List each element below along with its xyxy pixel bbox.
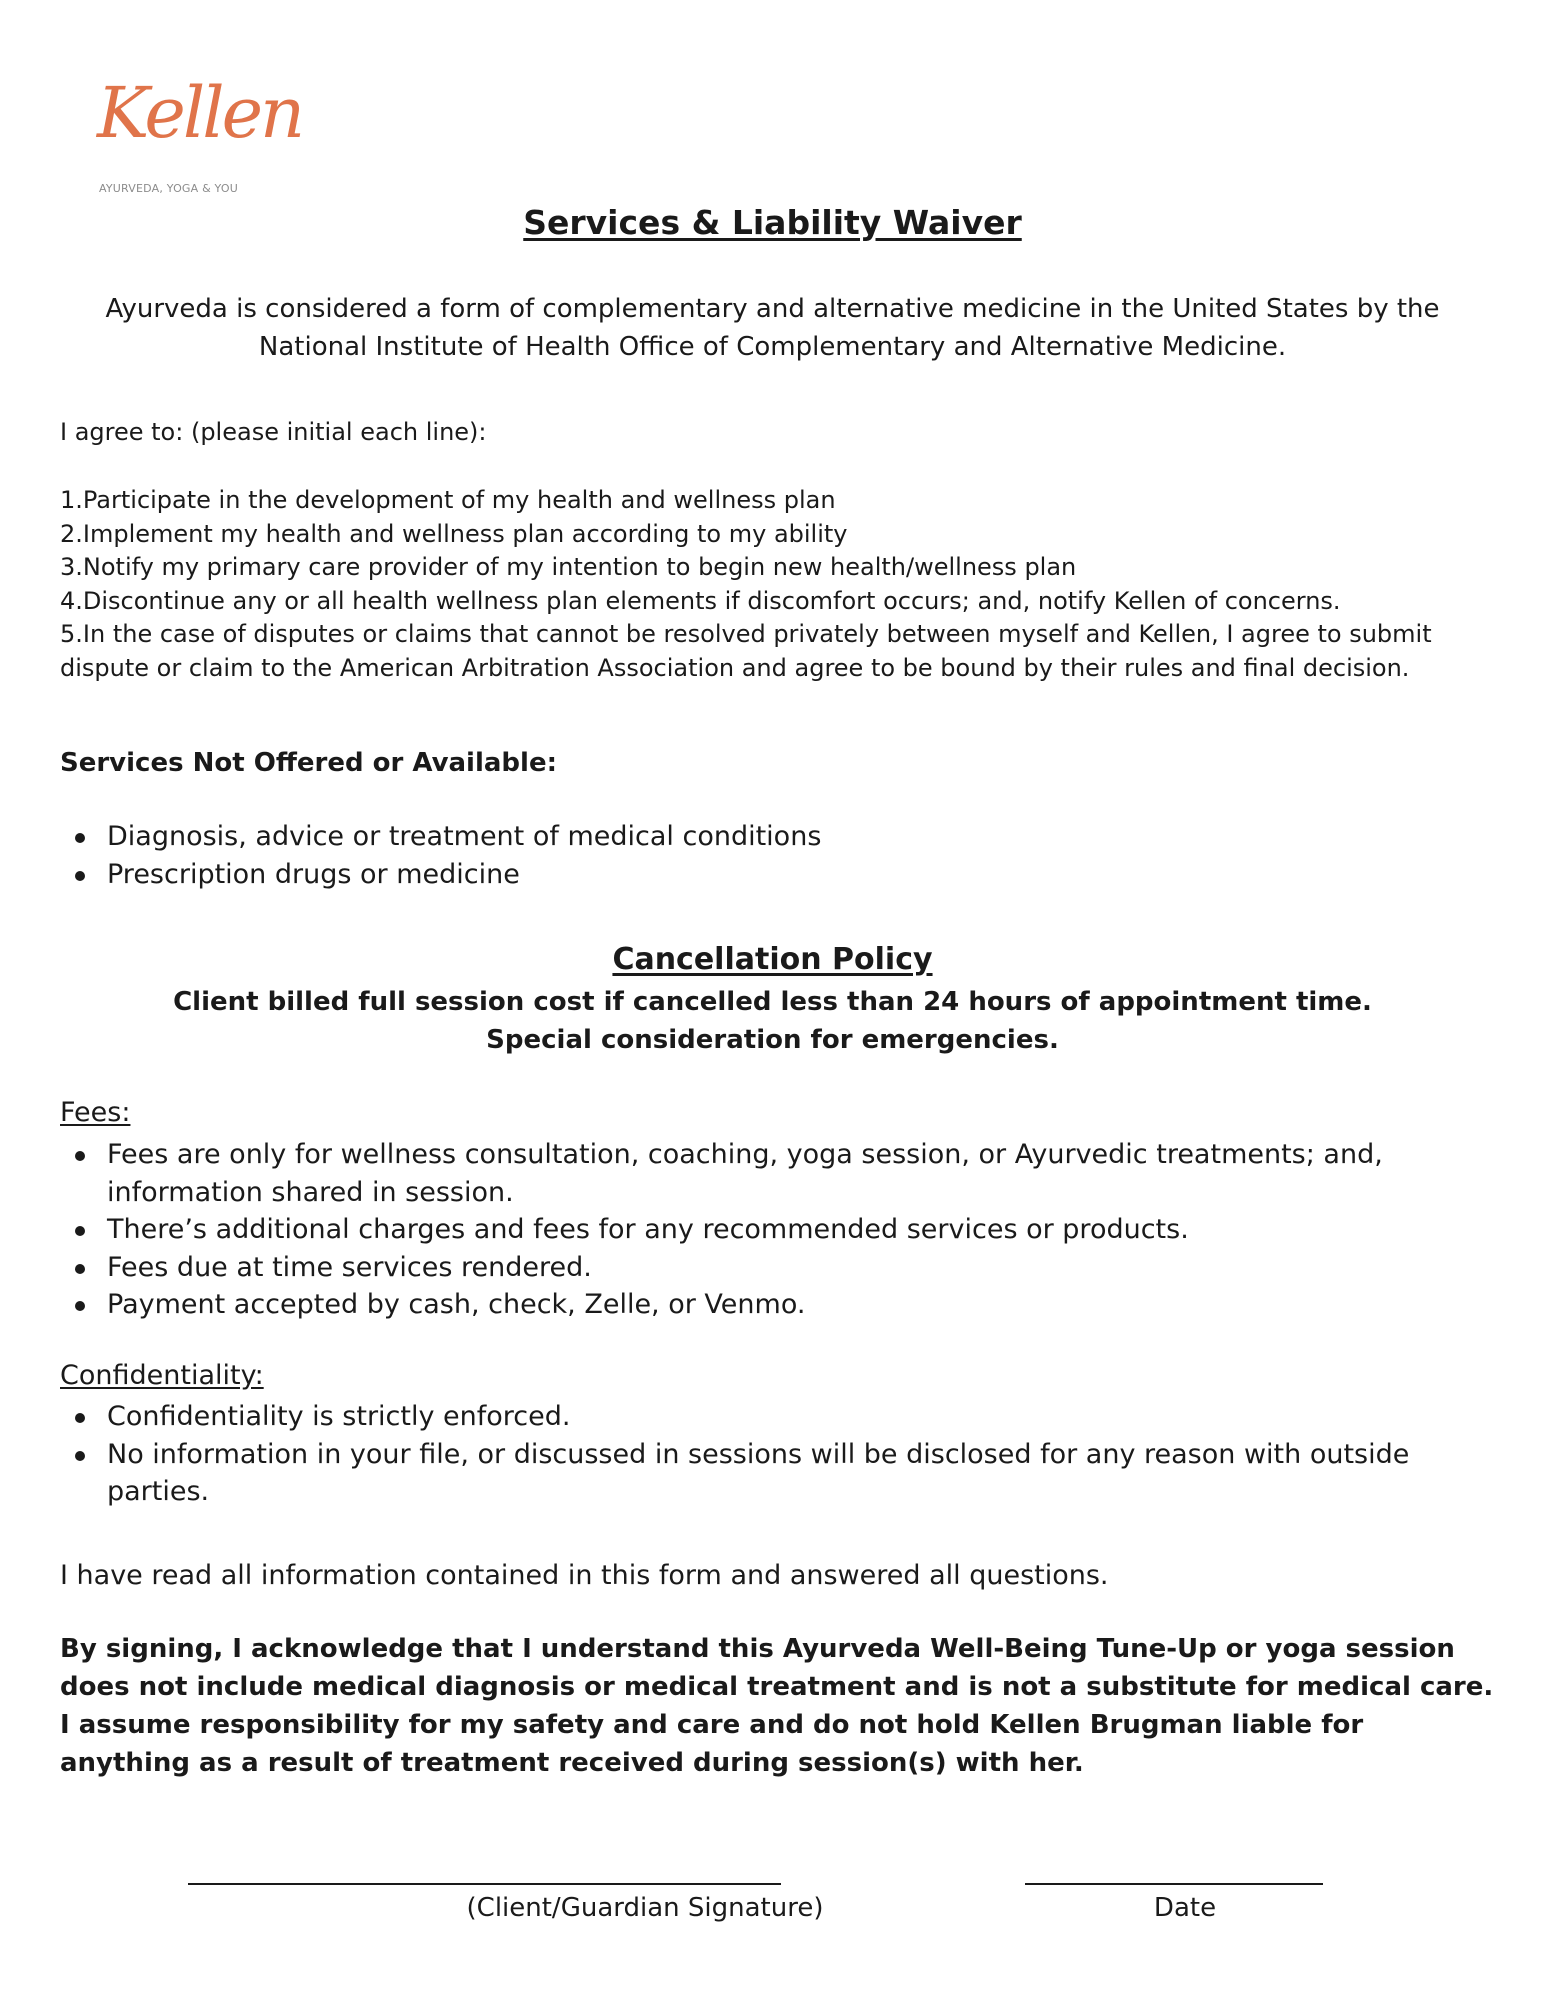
list-item: Confidentiality is strictly enforced. xyxy=(60,1398,1460,1436)
page-title: Services & Liability Waiver xyxy=(523,203,1022,242)
agree-item: 1.Participate in the development of my health and wellness plan xyxy=(60,486,836,514)
date-line[interactable] xyxy=(1025,1883,1323,1885)
cancellation-line: Special consideration for emergencies. xyxy=(486,1025,1059,1055)
cancellation-line: Client billed full session cost if cancelled less than 24 hours of appointment time. xyxy=(173,987,1372,1017)
list-item: Payment accepted by cash, check, Zelle, or Venmo. xyxy=(60,1286,1460,1324)
agree-item: 5.In the case of disputes or claims that cannot be resolved privately between myself and Kellen, I agree to submit dispute or claim to the American Arbitration Association and agree to be bound by their rules and final decision. xyxy=(60,620,1432,682)
not-offered-list xyxy=(60,818,1460,893)
agree-item: 4.Discontinue any or all health wellness plan elements if discomfort occurs; and, notify Kellen of concerns. xyxy=(60,586,1341,615)
agree-item: 2.Implement my health and wellness plan according to my ability xyxy=(60,519,848,548)
signature-label: (Client/Guardian Signature) xyxy=(466,1893,824,1923)
signature-line[interactable] xyxy=(188,1883,781,1885)
fees-heading: Fees: xyxy=(60,1097,131,1128)
cancellation-title: Cancellation Policy xyxy=(612,942,933,977)
fees-list xyxy=(60,1136,1460,1324)
read-statement: I have read all information contained in this form and answered all questions. xyxy=(60,1560,1109,1591)
list-item: Fees are only for wellness consultation, coaching, yoga session, or Ayurvedic treatments; and, information shared in session. xyxy=(60,1136,1460,1211)
brand-logo xyxy=(95,72,303,198)
date-label: Date xyxy=(1153,1893,1217,1923)
list-item: There’s additional charges and fees for any recommended services or products. xyxy=(60,1211,1460,1249)
cancellation-text xyxy=(0,983,1545,1059)
list-item: Diagnosis, advice or treatment of medical conditions xyxy=(60,818,1460,856)
list-item: Fees due at time services rendered. xyxy=(60,1249,1460,1287)
logo-wordmark: Kellen xyxy=(97,72,303,154)
acknowledgement-paragraph: By signing, I acknowledge that I understand this Ayurveda Well-Being Tune-Up or yoga session does not include medical diagnosis or medical treatment and is not a substitute for medical care. I assume responsibility for my safety and care and do not hold Kellen Brugman liable for anything as a result of treatment received during session(s) with her. xyxy=(60,1634,1494,1778)
confidentiality-list xyxy=(60,1398,1460,1511)
not-offered-heading: Services Not Offered or Available: xyxy=(60,748,557,778)
agree-item: 3.Notify my primary care provider of my intention to begin new health/wellness plan xyxy=(60,553,1077,581)
intro-paragraph: Ayurveda is considered a form of complementary and alternative medicine in the United States by the National Institute of Health Office of Complementary and Alternative Medicine. xyxy=(105,294,1440,362)
agree-heading: I agree to: (please initial each line): xyxy=(60,418,487,446)
logo-tagline: AYURVEDA, YOGA & YOU xyxy=(99,182,238,195)
agree-list xyxy=(60,484,1500,685)
list-item: No information in your file, or discussed in sessions will be disclosed for any reason with outside parties. xyxy=(60,1436,1460,1511)
confidentiality-heading: Confidentiality: xyxy=(60,1360,264,1391)
list-item: Prescription drugs or medicine xyxy=(60,856,1460,894)
